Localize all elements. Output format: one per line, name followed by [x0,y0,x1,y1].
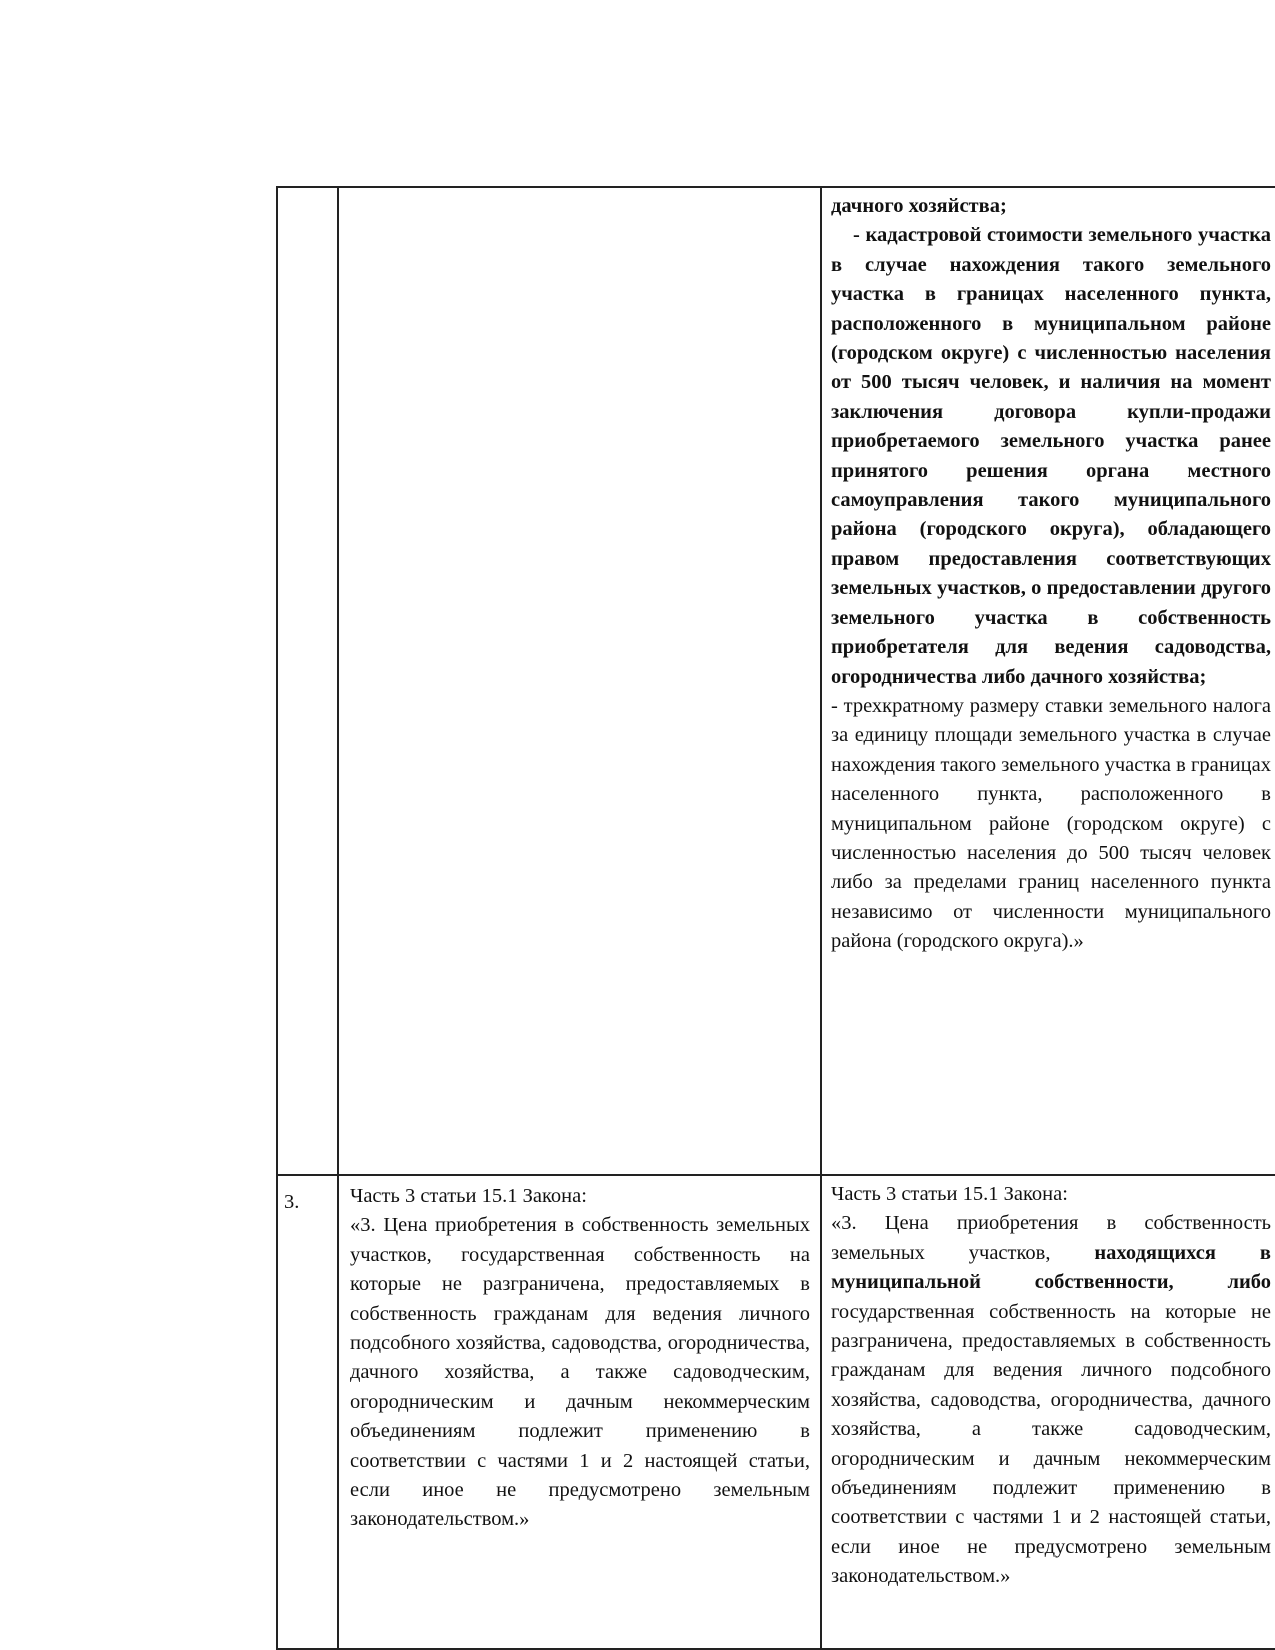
old-text-cell [338,187,821,1175]
new-text-cell [821,187,1275,1175]
new-text-bold-insert: находящихся в муниципальной собственности, либо [831,1241,1271,1294]
old-text-cell [338,1175,821,1649]
new-text-heading: Часть 3 статьи 15.1 Закона: [831,1183,1068,1205]
row-number-cell: 3. [277,1175,338,1649]
table-row [277,1175,1275,1649]
comparison-table [276,186,1275,1650]
row-number-cell [277,187,338,1175]
old-text-empty [339,188,820,194]
new-text-plain-paragraph: - трехкратному размеру ставки земельного налога за единицу площади земельного участка в случае нахождения такого земельного участка в границах населенного пункта, расположенного в муниципальном районе (городском округе) с численностью населения до 500 тысяч человек либо за пределами границ населенного пункта независимо от численности муниципального района (городского округа).» [831,694,1271,953]
table-row [277,187,1275,1175]
new-text-bold-line: дачного хозяйства; [831,195,1007,217]
old-text-paragraph: «3. Цена приобретения в собственность земельных участков, государственная собственность на которые не разграничена, предоставляемых в собственность гражданам для ведения личного подсобного хозяйства, садоводства, огородничества, дачного хозяйства, а также садоводческим, огородническим и дачным некоммерческим объединениям подлежит применению в соответствии с частями 1 и 2 настоящей статьи, если иное не предусмотрено земельным законодательством.» [350,1214,810,1531]
new-text-bold-paragraph: - кадастровой стоимости земельного участка в случае нахождения такого земельного участка в границах населенного пункта, расположенного в муниципальном районе (городском округе) с численностью населения от 500 тысяч человек, и наличия на момент заключения договора купли-продажи приобретаемого земельного участка ранее принятого решения органа местного самоуправления такого муниципального района (городского округа), обладающего правом предоставления соответствующих земельных участков, о предоставлении другого земельного участка в собственность приобретателя для ведения садоводства, огородничества либо дачного хозяйства; [831,224,1271,688]
new-text-part-a: «3. Цена приобретения в собственность земельных участков, [831,1212,1271,1264]
new-text-paragraph [831,1209,1271,1591]
new-text-part-b: государственная собственность на которые не разграничена, предоставляемых в собственность гражданам для ведения личного подсобного хозяйства, садоводства, огородничества, дачного хозяйства, а также садоводческим, огородническим и дачным некоммерческим объединениям подлежит применению в соответствии с частями 1 и 2 настоящей статьи, если иное не предусмотрено земельным законодательством.» [831,1300,1271,1588]
new-text-cell [821,1175,1275,1649]
old-text-heading: Часть 3 статьи 15.1 Закона: [350,1185,587,1207]
